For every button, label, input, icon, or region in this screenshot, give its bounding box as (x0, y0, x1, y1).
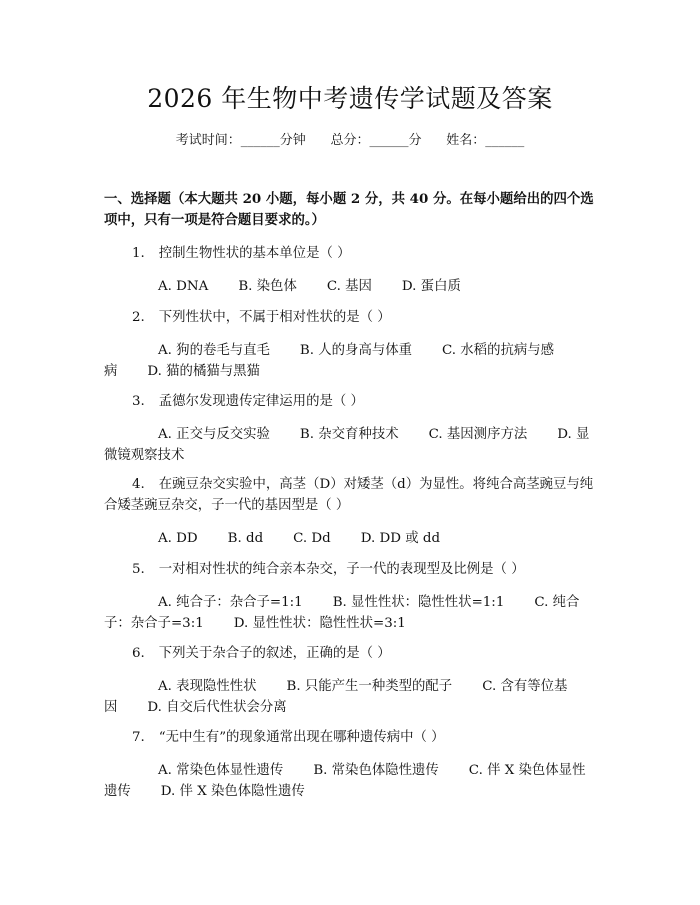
option-d: D. 伴 X 染色体隐性遗传 (160, 784, 305, 799)
option-c: C. 纯合子：杂合子=3:1 (104, 595, 580, 631)
question-stem (104, 307, 596, 328)
option-b: B. 显性性状：隐性性状=1:1 (332, 595, 505, 610)
question-text: 控制生物性状的基本单位是（ ） (158, 246, 351, 261)
option-a: A. 表现隐性性状 (158, 679, 257, 694)
page-title: 2026 年生物中考遗传学试题及答案 (147, 84, 553, 113)
question-options (104, 676, 596, 718)
question-number: 1. (132, 246, 145, 261)
option-b: B. 常染色体隐性遗传 (313, 763, 439, 778)
question-text: 一对相对性状的纯合亲本杂交，子一代的表现型及比例是（ ） (158, 562, 525, 577)
option-d: D. 自交后代性状会分离 (147, 700, 287, 715)
question-text: “无中生有”的现象通常出现在哪种遗传病中（ ） (158, 730, 445, 745)
question-7 (104, 727, 596, 802)
question-options (104, 528, 596, 549)
question-6 (104, 643, 596, 718)
question-2 (104, 307, 596, 382)
option-c: C. 基因测序方法 (428, 427, 528, 442)
option-c: C. 伴 X 染色体显性遗传 (104, 763, 586, 799)
question-number: 5. (132, 562, 145, 577)
section-heading: 一、选择题（本大题共 20 小题，每小题 2 分，共 40 分。在每小题给出的四个选项中，只有一项是符合题目要求的。） (104, 191, 594, 228)
question-number: 2. (132, 310, 145, 325)
option-a: A. 正交与反交实验 (158, 427, 270, 442)
question-1 (104, 243, 596, 297)
question-number: 4. (132, 477, 145, 492)
question-stem (104, 727, 596, 748)
option-d: D. DD 或 dd (360, 531, 441, 546)
question-options (104, 340, 596, 382)
question-number: 6. (132, 646, 145, 661)
option-c: C. 含有等位基因 (104, 679, 568, 715)
question-text: 孟德尔发现遗传定律运用的是（ ） (158, 394, 364, 409)
question-stem (104, 474, 596, 516)
question-stem (104, 559, 596, 580)
exam-info-line: 考试时间：______分钟 总分：______分 姓名：______ (175, 133, 525, 148)
question-number: 7. (132, 730, 145, 745)
question-text: 下列关于杂合子的叙述，正确的是（ ） (158, 646, 391, 661)
question-number: 3. (132, 394, 145, 409)
option-c: C. 基因 (326, 279, 372, 294)
option-b: B. dd (227, 531, 264, 546)
option-b: B. 染色体 (238, 279, 297, 294)
question-options (104, 276, 596, 297)
question-options (104, 760, 596, 802)
option-c: C. 水稻的抗病与感病 (104, 343, 555, 379)
question-stem (104, 643, 596, 664)
question-5 (104, 559, 596, 634)
option-d: D. 显微镜观察技术 (104, 427, 590, 463)
question-stem (104, 391, 596, 412)
option-a: A. 常染色体显性遗传 (158, 763, 284, 778)
option-d: D. 显性性状：隐性性状=3:1 (233, 616, 406, 631)
question-options (104, 592, 596, 634)
question-text: 在豌豆杂交实验中，高茎（D）对矮茎（d）为显性。将纯合高茎豌豆与纯合矮茎豌豆杂交，子一代的基因型是（ ） (104, 477, 594, 513)
option-d: D. 猫的橘猫与黑猫 (147, 364, 260, 379)
question-4 (104, 474, 596, 549)
question-stem (104, 243, 596, 264)
option-a: A. 纯合子：杂合子=1:1 (158, 595, 303, 610)
option-b: B. 只能产生一种类型的配子 (286, 679, 453, 694)
question-3 (104, 391, 596, 466)
option-b: B. 杂交育种技术 (299, 427, 399, 442)
question-options (104, 424, 596, 466)
option-a: A. 狗的卷毛与直毛 (158, 343, 270, 358)
option-b: B. 人的身高与体重 (299, 343, 413, 358)
option-c: C. Dd (293, 531, 331, 546)
option-a: A. DD (158, 531, 198, 546)
option-d: D. 蛋白质 (401, 279, 461, 294)
question-text: 下列性状中，不属于相对性状的是（ ） (158, 310, 391, 325)
option-a: A. DNA (158, 279, 209, 294)
